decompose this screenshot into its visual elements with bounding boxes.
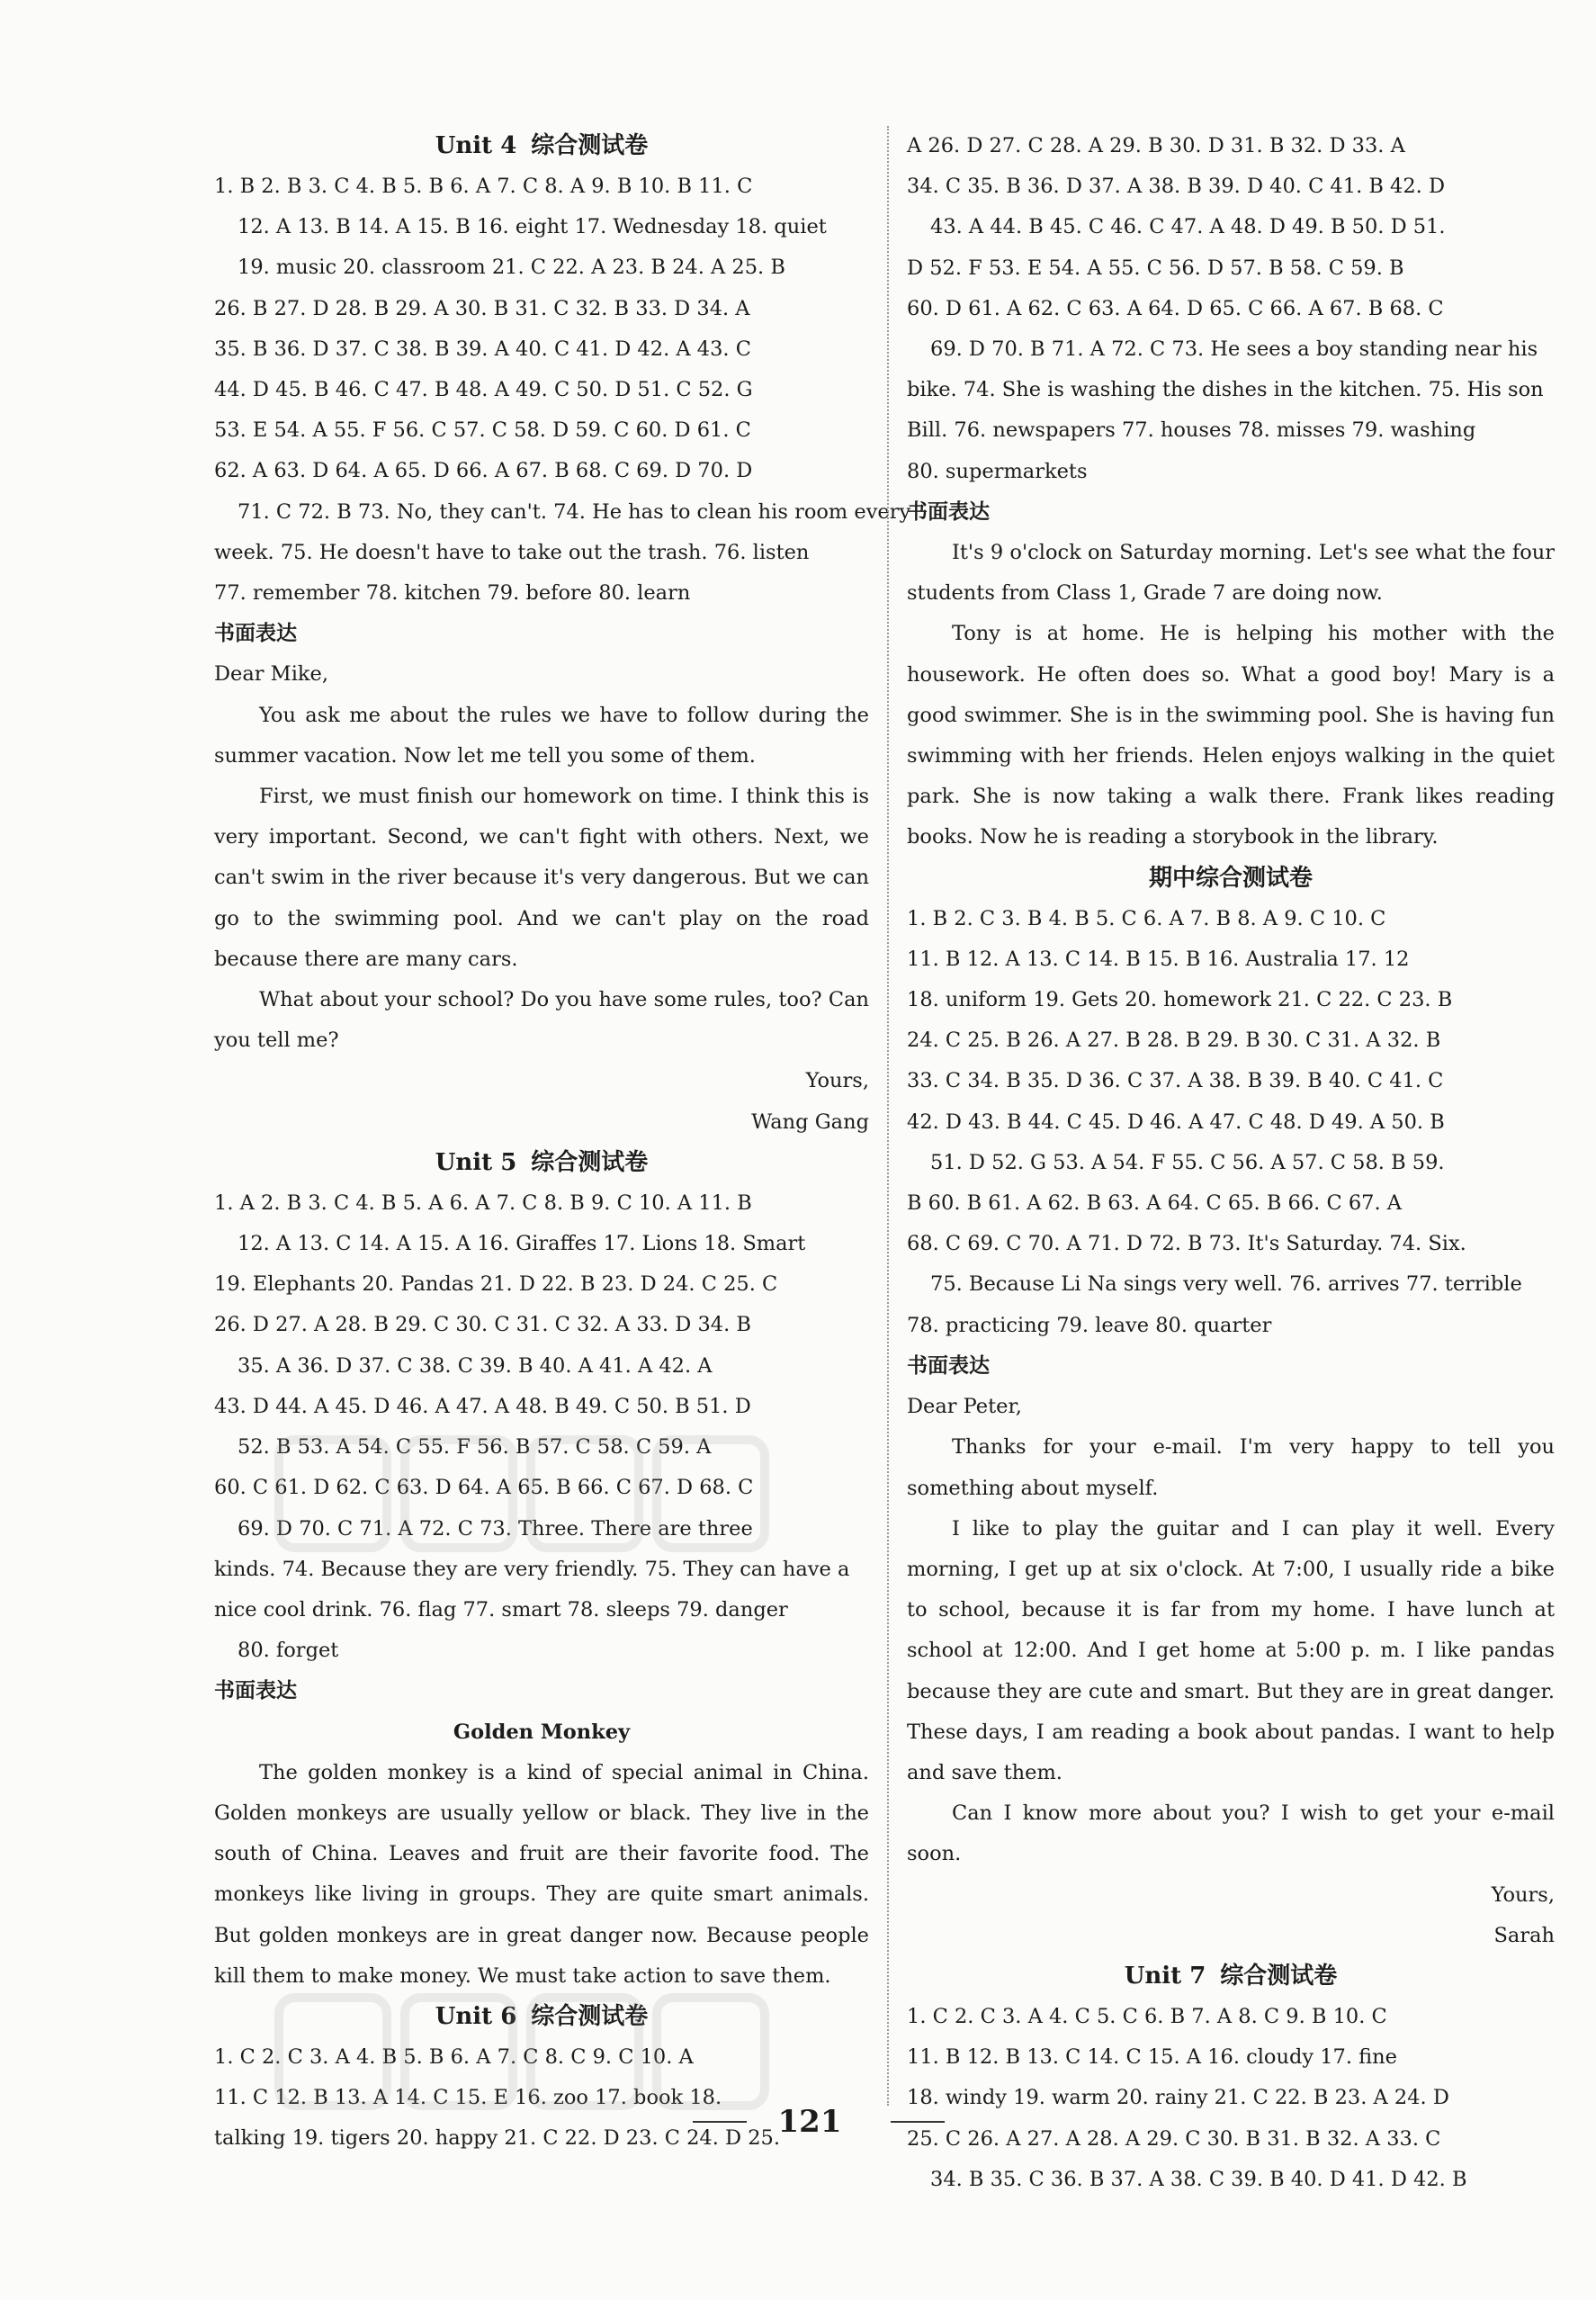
midterm-essay-heading: 书面表达 [907,1353,990,1378]
answer-line: 34. C 35. B 36. D 37. A 38. B 39. D 40. C 41. B 42. D [907,175,1446,199]
answer-line: 1. B 2. C 3. B 4. B 5. C 6. A 7. B 8. A 9. C 10. C [907,906,1386,930]
unit4-essay-heading: 书面表达 [214,622,297,646]
unit6-essay-heading: 书面表达 [907,499,990,524]
answer-line: nice cool drink. 76. flag 77. smart 78. sleeps 79. danger [214,1597,788,1622]
right-column [907,126,1555,2191]
essay-paragraph: You ask me about the rules we have to follow during the summer vacation. Now let me tell you some of them. [214,703,869,768]
answer-line: 53. E 54. A 55. F 56. C 57. C 58. D 59. C 60. D 61. C [214,418,751,443]
answer-line: 12. A 13. B 14. A 15. B 16. eight 17. Wednesday 18. quiet [238,215,827,239]
answer-line: 69. D 70. B 71. A 72. C 73. He sees a boy standing near his [930,337,1538,362]
answer-line: 51. D 52. G 53. A 54. F 55. C 56. A 57. C 58. B 59. [930,1150,1445,1174]
unit4-title-cn: 综合测试卷 [531,132,649,159]
essay-paragraph: It's 9 o'clock on Saturday morning. Let's see what the four students from Class 1, Grade 7 are doing now. [907,541,1555,606]
midterm-essay-closing: Yours, [1491,1882,1555,1907]
unit5-essay [214,1753,869,1997]
essay-paragraph: I like to play the guitar and I can play it well. Every morning, I get up at six o'clock. At 7:00, I usually ride a bike to school, because it is far from my home. I have lunch at school at 12:00. And I get home at 5:00 p. m. I like pandas because they are cute and smart. But they are in great danger. These days, I am reading a book about pandas. I want to help and save them. [907,1516,1555,1784]
answer-line: 43. D 44. A 45. D 46. A 47. A 48. B 49. C 50. B 51. D [214,1394,751,1418]
answer-line: bike. 74. She is washing the dishes in the kitchen. 75. His son [907,378,1544,402]
unit4-essay [214,696,869,1062]
answer-line: 77. remember 78. kitchen 79. before 80. learn [214,581,691,606]
unit7-title-cn: 综合测试卷 [1220,1962,1338,1990]
unit6-title-label: Unit 6 [435,2002,517,2030]
answer-line: 11. B 12. B 13. C 14. C 15. A 16. cloudy 17. fine [907,2045,1397,2070]
answer-line: 52. B 53. A 54. C 55. F 56. B 57. C 58. C 59. A [238,1435,712,1460]
answer-line: 35. B 36. D 37. C 38. B 39. A 40. C 41. D 42. A 43. C [214,337,751,361]
unit5-title-cn: 综合测试卷 [531,1148,649,1176]
answer-line: 80. supermarkets [907,459,1088,483]
unit4-essay-closing: Yours, [805,1069,869,1093]
page-number: 121 [777,2104,842,2140]
answer-line: 69. D 70. C 71. A 72. C 73. Three. There are three [238,1516,753,1541]
essay-paragraph: Tony is at home. He is helping his mother with the housework. He often does so. What a good boy! Mary is a good swimmer. She is in the swimming pool. She is having fun swimming with her friends. Helen enjoys walking in the quiet park. She is now taking a walk there. Frank likes reading books. Now he is reading a storybook in the library. [907,622,1555,849]
answer-line: 26. D 27. A 28. B 29. C 30. C 31. C 32. A 33. D 34. B [214,1313,751,1337]
unit4-title-label: Unit 4 [435,132,517,159]
unit5-essay-heading: 书面表达 [214,1679,297,1703]
answer-line: 75. Because Li Na sings very well. 76. arrives 77. terrible [930,1272,1522,1297]
answer-line: 60. C 61. D 62. C 63. D 64. A 65. B 66. C 67. D 68. C [214,1476,754,1500]
unit5-title [214,1143,869,1183]
page-number-dash-left [693,2121,747,2123]
answer-line: A 26. D 27. C 28. A 29. B 30. D 31. B 32. D 33. A [907,134,1405,157]
unit4-title [214,126,869,166]
answer-line: 18. uniform 19. Gets 20. homework 21. C 22. C 23. B [907,988,1453,1012]
answer-line: 1. B 2. B 3. C 4. B 5. B 6. A 7. C 8. A 9. B 10. B 11. C [214,175,753,198]
unit6-title [214,1997,869,2037]
answer-line: 43. A 44. B 45. C 46. C 47. A 48. D 49. B 50. D 51. [930,215,1446,239]
unit5-title-label: Unit 5 [435,1148,517,1176]
unit5-essay-title: Golden Monkey [453,1720,631,1744]
midterm-essay [907,1427,1555,1874]
unit6-essay [907,533,1555,858]
page-number-dash-right [891,2121,945,2123]
midterm-title: 期中综合测试卷 [1148,864,1313,892]
unit4-essay-signature: Wang Gang [751,1110,869,1134]
answer-line: week. 75. He doesn't have to take out the trash. 76. listen [214,540,810,564]
midterm-answers [907,899,1555,1346]
answer-line: Bill. 76. newspapers 77. houses 78. misses 79. washing [907,418,1476,443]
unit5-answers [214,1183,869,1671]
essay-paragraph: The golden monkey is a kind of special animal in China. Golden monkeys are usually yellow or black. They live in the south of China. Leaves and fruit are their favorite food. The monkeys like living in groups. They are quite smart animals. But golden monkeys are in great danger now. Because people kill them to make money. We must take action to save them. [214,1760,869,1988]
answer-line: 1. C 2. C 3. A 4. B 5. B 6. A 7. C 8. C 9. C 10. A [214,2044,694,2069]
answer-line: 25. C 26. A 27. A 28. A 29. C 30. B 31. B 32. A 33. C [907,2126,1441,2151]
answer-line: D 52. F 53. E 54. A 55. C 56. D 57. B 58. C 59. B [907,256,1404,280]
answer-line: 19. Elephants 20. Pandas 21. D 22. B 23. D 24. C 25. C [214,1272,778,1297]
midterm-essay-salutation: Dear Peter, [907,1395,1022,1419]
essay-paragraph: What about your school? Do you have some rules, too? Can you tell me? [214,988,869,1053]
answer-line: 18. windy 19. warm 20. rainy 21. C 22. B 23. A 24. D [907,2086,1449,2110]
answer-line: 78. practicing 79. leave 80. quarter [907,1313,1272,1337]
answer-line: 11. C 12. B 13. A 14. C 15. E 16. zoo 17. book 18. [214,2086,722,2110]
unit6-title-cn: 综合测试卷 [531,2002,649,2030]
essay-paragraph: Thanks for your e-mail. I'm very happy to tell you something about myself. [907,1435,1555,1500]
answer-line: talking 19. tigers 20. happy 21. C 22. D 23. C 24. D 25. [214,2126,781,2151]
answer-line: 62. A 63. D 64. A 65. D 66. A 67. B 68. C 69. D 70. D [214,459,753,483]
answer-line: 44. D 45. B 46. C 47. B 48. A 49. C 50. D 51. C 52. G [214,378,753,402]
unit6-answers [214,2037,869,2160]
answer-line: 35. A 36. D 37. C 38. C 39. B 40. A 41. A 42. A [238,1353,713,1378]
answer-line: 19. music 20. classroom 21. C 22. A 23. B 24. A 25. B [238,256,785,280]
unit7-answers [907,1997,1555,2200]
answer-line: 42. D 43. B 44. C 45. D 46. A 47. C 48. D 49. A 50. B [907,1110,1445,1134]
answer-line: 11. B 12. A 13. C 14. B 15. B 16. Australia 17. 12 [907,947,1410,971]
unit7-title [907,1956,1555,1997]
answer-line: 1. A 2. B 3. C 4. B 5. A 6. A 7. C 8. B 9. C 10. A 11. B [214,1190,752,1215]
column-divider [887,126,889,2106]
answer-line: 80. forget [238,1639,339,1663]
answer-line: 26. B 27. D 28. B 29. A 30. B 31. C 32. B 33. D 34. A [214,296,750,320]
midterm-essay-signature: Sarah [1493,1923,1555,1947]
answer-line: 24. C 25. B 26. A 27. B 28. B 29. B 30. C 31. A 32. B [907,1029,1441,1053]
answer-line: 33. C 34. B 35. D 36. C 37. A 38. B 39. B 40. C 41. C [907,1069,1444,1093]
answer-line: 34. B 35. C 36. B 37. A 38. C 39. B 40. D 41. D 42. B [930,2167,1467,2191]
answer-line: 60. D 61. A 62. C 63. A 64. D 65. C 66. A 67. B 68. C [907,296,1444,320]
answer-line: 1. C 2. C 3. A 4. C 5. C 6. B 7. A 8. C 9. B 10. C [907,2004,1387,2028]
essay-paragraph: Can I know more about you? I wish to get your e-mail soon. [907,1801,1555,1866]
unit7-title-label: Unit 7 [1124,1962,1206,1990]
answer-line: 71. C 72. B 73. No, they can't. 74. He has to clean his room every [238,499,911,524]
essay-paragraph: First, we must finish our homework on time. I think this is very important. Second, we can't fight with others. Next, we can't swim in the river because it's very dangerous. But we can go to the swimming pool. And we can't play on the road because there are many cars. [214,785,869,971]
answer-line: 68. C 69. C 70. A 71. D 72. B 73. It's Saturday. 74. Six. [907,1232,1466,1256]
answer-line: 12. A 13. C 14. A 15. A 16. Giraffes 17. Lions 18. Smart [238,1232,806,1256]
answer-line: kinds. 74. Because they are very friendly. 75. They can have a [214,1557,850,1581]
answer-line: B 60. B 61. A 62. B 63. A 64. C 65. B 66. C 67. A [907,1191,1403,1216]
unit4-answers [214,166,911,614]
unit4-essay-salutation: Dear Mike, [214,662,329,687]
unit6-answers-continued [907,126,1555,492]
